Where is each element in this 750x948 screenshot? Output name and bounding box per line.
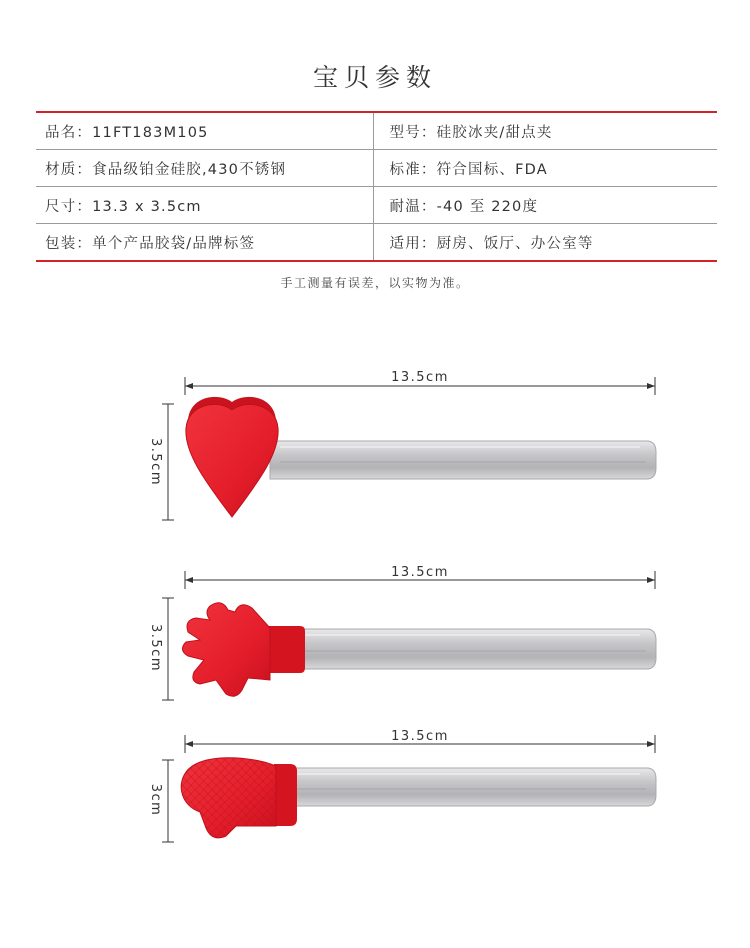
spec-usage: 适用：厨房、饭厅、办公室等 (373, 224, 718, 260)
heart-width-label: 3.5cm (148, 438, 163, 486)
measurement-note: 手工测量有误差，以实物为准。 (280, 276, 470, 290)
heart-head (186, 404, 278, 517)
heart-tongs (148, 370, 656, 520)
spec-product-name: 品名：11FT183M105 (45, 124, 209, 141)
spec-temperature: 耐温：-40 至 220度 (373, 187, 718, 223)
hand-width-label: 3.5cm (148, 624, 163, 672)
spec-material: 材质：食品级铂金硅胶,430不锈钢 (45, 161, 287, 178)
spec-model: 型号：硅胶冰夹/甜点夹 (373, 113, 718, 149)
spec-standard: 标准：符合国标、FDA (373, 150, 718, 186)
spec-packaging: 包装：单个产品胶袋/品牌标签 (45, 235, 256, 252)
mitten-cuff (274, 764, 297, 826)
heart-length-label: 13.5cm (391, 370, 449, 385)
mitten-length-label: 13.5cm (391, 729, 449, 744)
hand-tongs (148, 565, 656, 700)
hand-head (182, 603, 270, 696)
page-title: 宝贝参数 (312, 63, 437, 92)
spec-size: 尺寸：13.3 x 3.5cm (45, 198, 202, 215)
mitten-tongs (148, 729, 656, 842)
mitten-width-label: 3cm (148, 783, 163, 817)
hand-length-label: 13.5cm (391, 565, 449, 580)
